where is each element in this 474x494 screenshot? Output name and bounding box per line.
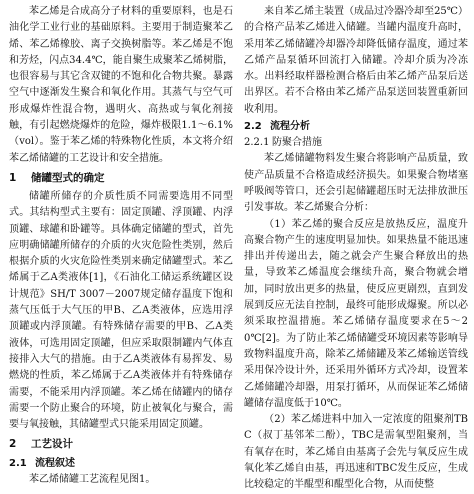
section-2-2-1-number: 2.2.1	[244, 137, 270, 149]
analysis-item-2: （2）苯乙烯进料中加入一定浓度的阻聚剂TBC（叔丁基邻苯二酚），TBC是需氧型阻聚剂，当有氧存在时，苯乙烯自由基离子会先与氧反应生成氧化苯乙烯自由基，再迅速和TBC发生反应，生成比较稳定的半醌型和醌型化合物，从而使整	[244, 414, 468, 491]
section-2-2-1-heading	[244, 135, 468, 151]
section-2-number: 2	[9, 438, 17, 451]
section-2-1-paragraph: 苯乙烯储罐工艺流程见图1。	[29, 474, 156, 486]
section-2-2-heading	[244, 118, 468, 135]
section-2-2-1-title: 防聚合措施	[272, 137, 322, 149]
intro-paragraph: 苯乙烯是合成高分子材料的重要原料，也是石油化学工业行业的基础原料。主要用于制造聚苯乙烯、苯乙烯橡胶、离子交换树脂等。苯乙烯是不饱和芳烃，闪点34.4℃，能自聚生成聚苯乙烯树脂，也很容易与其它含双键的不饱和化合物共聚。暴露空气中逐渐发生聚合和氧化作用。其蒸气与空气可形成爆炸性混合物，遇明火、高热或与氧化剂接触，有引起燃烧爆炸的危险，爆炸极限1.1～6.1%（vol）。鉴于苯乙烯的特殊物化性质，本文将介绍苯乙烯储罐的工艺设计和安全措施。	[9, 6, 233, 164]
section-2-1-heading	[9, 455, 233, 472]
right-column	[244, 4, 468, 491]
flow-continued-paragraph: 来自苯乙烯主装置（成品过冷器冷却至25℃）的合格产品苯乙烯进入储罐。当罐内温度升高时，采用苯乙烯储罐冷却器冷却降低储存温度，通过苯乙烯产品泵循环回流打入储罐。冷却介质为冷冻水。出料经取样器检测合格后由苯乙烯产品泵后送出界区。若不合格由苯乙烯产品泵送回装置重新回收利用。	[244, 6, 468, 115]
section-2-1-number: 2.1	[9, 458, 27, 470]
section-2-heading	[9, 435, 233, 453]
section-2-1-title: 流程叙述	[35, 458, 75, 470]
left-column	[9, 4, 233, 486]
analysis-item-1: （1）苯乙烯的聚合反应是放热反应，温度升高聚合物产生的速度明显加快。如果热量不能迅速排出并传递出去，随之就会产生聚合释放出的热量，导致苯乙烯温度会继续升高，聚合物就会增加，同时放出更多的热量，使反应更剧烈，直到发展到反应无法自控制，最终可能形成爆聚。所以必须采取控温措施。苯乙烯储存温度要求在5～20℃[2]。为了防止苯乙烯储罐受环境因素等影响导致物料温度升高，除苯乙烯储罐及苯乙烯输送管线采用保冷设计外，还采用外循环方式冷却，设置苯乙烯储罐冷却器，用泵打循环，从而保证苯乙烯储罐储存温度低于10℃。	[244, 218, 468, 409]
section-1-heading	[9, 169, 233, 187]
section-2-2-number: 2.2	[244, 121, 262, 133]
section-1-paragraph: 储罐所储存的介质性质不同需要选用不同型式。其结构型式主要有：固定顶罐、浮顶罐、内浮顶罐、球罐和卧罐等。具体确定储罐的型式，首先应明确储罐所储存的介质的火灾危险性类别，然后根据介质的火灾危险性类别来确定储罐型式。苯乙烯属于乙A类液体[1]，《石油化工储运系统罐区设计规范》SH/T 3007－2007规定储存温度下饱和蒸气压低于大气压的甲B、乙A类液体，应选用浮顶罐或内浮顶罐。有特殊储存需要的甲B、乙A类液体，可选用固定顶罐，但应采取限制罐内气体直接排入大气的措施。由于乙A类液体有易挥发、易燃烧的性质，苯乙烯属于乙A类液体并有特殊储存需要，不能采用内浮顶罐。苯乙烯在储罐内的储存需要一个防止聚合的环境，防止被氧化与聚合，需要与氧接触，其储罐型式只能采用固定顶罐。	[9, 190, 233, 431]
section-1-title: 储罐型式的确定	[31, 171, 105, 184]
section-2-title: 工艺设计	[31, 438, 73, 451]
section-2-2-title: 流程分析	[270, 121, 310, 133]
section-2-2-1-paragraph: 苯乙烯储罐物料发生聚合将影响产品质量，致使产品质量不合格造成经济损失。如果聚合物堵塞呼吸阀等管口，还会引起储罐超压时无法排放泄压引发事故。苯乙烯聚合分析：	[244, 153, 468, 214]
section-1-number: 1	[9, 171, 17, 184]
